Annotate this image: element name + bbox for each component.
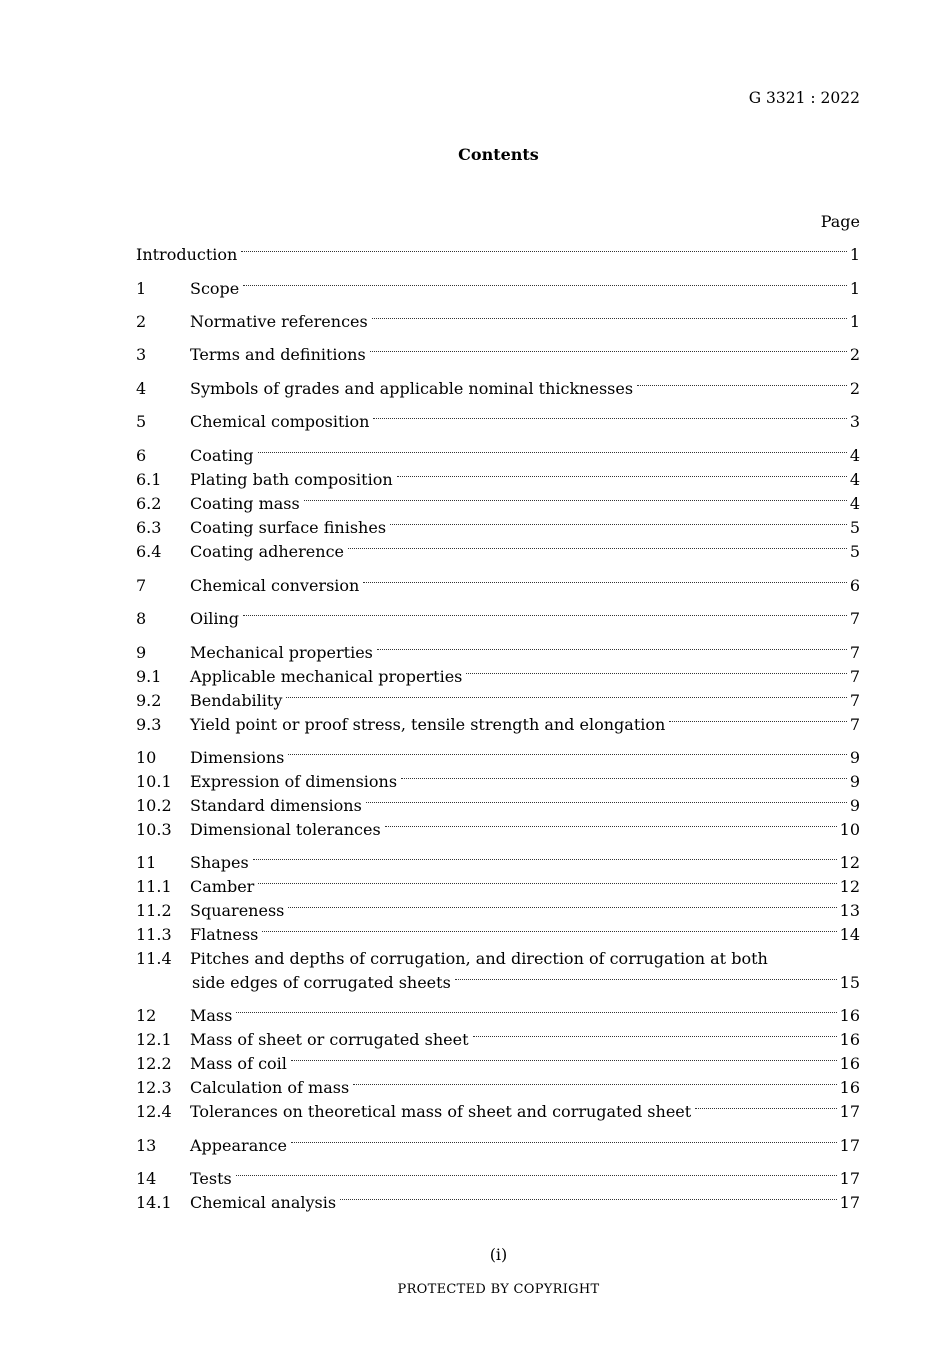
toc-entry-text: Tolerances on theoretical mass of sheet and corrugated sheet bbox=[190, 1102, 692, 1121]
leader-dots bbox=[291, 1141, 837, 1143]
toc-entry-number: 11.1 bbox=[136, 877, 172, 896]
toc-entry-text: Calculation of mass bbox=[190, 1078, 350, 1097]
toc-entry-page: 9 bbox=[849, 796, 860, 815]
leader-dots bbox=[243, 284, 847, 286]
toc-entry-number: 12.1 bbox=[136, 1030, 172, 1049]
toc-entry[interactable] bbox=[136, 851, 860, 875]
toc-entry[interactable] bbox=[136, 1134, 860, 1158]
leader-dots bbox=[262, 930, 836, 932]
toc-entry-number: 11.4 bbox=[136, 949, 172, 968]
toc-entry[interactable] bbox=[136, 875, 860, 899]
toc-entry[interactable] bbox=[136, 923, 860, 947]
toc-entry-text: Flatness bbox=[190, 925, 259, 944]
toc-entry-page: 9 bbox=[849, 748, 860, 767]
toc-entry[interactable] bbox=[136, 1076, 860, 1100]
toc-entry-text: Coating adherence bbox=[190, 542, 344, 561]
toc-entry-number: 14 bbox=[136, 1169, 157, 1188]
toc-entry-page: 12 bbox=[839, 877, 860, 896]
toc-entry-text: Camber bbox=[190, 877, 255, 896]
toc-entry-number: 10.3 bbox=[136, 820, 172, 839]
toc-entry-text: Expression of dimensions bbox=[190, 772, 398, 791]
toc-entry-page: 3 bbox=[849, 412, 860, 431]
toc-entry-text: Coating bbox=[190, 446, 254, 465]
leader-dots bbox=[288, 906, 836, 908]
toc-entry-text: Standard dimensions bbox=[190, 796, 362, 815]
toc-entry-page: 10 bbox=[839, 820, 860, 839]
toc-entry[interactable] bbox=[136, 947, 860, 971]
toc-entry-page: 7 bbox=[849, 643, 860, 662]
toc-entry-page: 16 bbox=[839, 1030, 860, 1049]
toc-entry-page: 7 bbox=[849, 715, 860, 734]
leader-dots bbox=[286, 696, 846, 698]
toc-entry-page: 4 bbox=[849, 494, 860, 513]
toc-entry[interactable] bbox=[136, 794, 860, 818]
toc-entry-text: Introduction bbox=[136, 245, 238, 264]
toc-entry-number: 10.1 bbox=[136, 772, 172, 791]
toc-entry[interactable] bbox=[136, 377, 860, 401]
toc-entry-page: 12 bbox=[839, 853, 860, 872]
toc-entry-number: 11.2 bbox=[136, 901, 172, 920]
leader-dots bbox=[397, 475, 847, 477]
toc-entry[interactable] bbox=[136, 540, 860, 564]
toc-entry-number: 14.1 bbox=[136, 1193, 172, 1212]
toc-entry[interactable] bbox=[136, 410, 860, 434]
leader-dots bbox=[236, 1011, 836, 1013]
toc-entry-text: Plating bath composition bbox=[190, 470, 393, 489]
toc-entry-page: 17 bbox=[839, 1193, 860, 1212]
toc-entry-page: 16 bbox=[839, 1006, 860, 1025]
toc-entry-number: 10 bbox=[136, 748, 157, 767]
leader-dots bbox=[304, 499, 847, 501]
leader-dots bbox=[291, 1059, 837, 1061]
toc-entry-number: 4 bbox=[136, 379, 147, 398]
toc-entry[interactable] bbox=[136, 665, 860, 689]
toc-entry[interactable] bbox=[136, 713, 860, 737]
toc-entry-page: 1 bbox=[849, 245, 860, 264]
toc-entry-text: Squareness bbox=[190, 901, 285, 920]
toc-entry-text: Shapes bbox=[190, 853, 249, 872]
toc-entry-page: 7 bbox=[849, 609, 860, 628]
toc-entry-number: 6.1 bbox=[136, 470, 162, 489]
toc-entry[interactable] bbox=[136, 746, 860, 770]
toc-entry-number: 10.2 bbox=[136, 796, 172, 815]
toc-entry[interactable] bbox=[136, 310, 860, 334]
toc-entry-text: Yield point or proof stress, tensile strength and elongation bbox=[190, 715, 666, 734]
toc-entry-number: 12.2 bbox=[136, 1054, 172, 1073]
toc-entry-text: Dimensional tolerances bbox=[190, 820, 381, 839]
toc-entry[interactable] bbox=[136, 1004, 860, 1028]
leader-dots bbox=[401, 777, 847, 779]
toc-entry-text: Bendability bbox=[190, 691, 283, 710]
toc-entry-text: Mass bbox=[190, 1006, 233, 1025]
toc-entry-text: Applicable mechanical properties bbox=[190, 667, 463, 686]
toc-entry-number: 13 bbox=[136, 1136, 157, 1155]
toc-entry-number: 9.1 bbox=[136, 667, 162, 686]
toc-entry-page: 9 bbox=[849, 772, 860, 791]
toc-entry-page: 13 bbox=[839, 901, 860, 920]
toc-entry-page: 2 bbox=[849, 379, 860, 398]
toc-entry-introduction[interactable] bbox=[136, 243, 860, 267]
toc-entry-number: 6.3 bbox=[136, 518, 162, 537]
toc-entry[interactable] bbox=[136, 818, 860, 842]
toc-entry-text: Tests bbox=[190, 1169, 232, 1188]
toc-entry[interactable] bbox=[136, 689, 860, 713]
toc-entry-number: 11 bbox=[136, 853, 157, 872]
toc-entry-number: 12.4 bbox=[136, 1102, 172, 1121]
toc-entry-text: Scope bbox=[190, 279, 240, 298]
toc-entry-text: Oiling bbox=[190, 609, 240, 628]
page-column-label: Page bbox=[820, 212, 860, 231]
toc-entry-number: 11.3 bbox=[136, 925, 172, 944]
toc-entry[interactable] bbox=[136, 444, 860, 468]
toc-entry[interactable] bbox=[136, 343, 860, 367]
leader-dots bbox=[253, 858, 837, 860]
leader-dots bbox=[466, 672, 846, 674]
leader-dots bbox=[236, 1174, 837, 1176]
toc-entry[interactable] bbox=[136, 899, 860, 923]
toc-entry-page: 1 bbox=[849, 312, 860, 331]
toc-entry-number: 6.2 bbox=[136, 494, 162, 513]
toc-entry[interactable] bbox=[136, 277, 860, 301]
leader-dots bbox=[288, 753, 846, 755]
toc-entry-page: 7 bbox=[849, 667, 860, 686]
leader-dots bbox=[373, 417, 846, 419]
leader-dots bbox=[258, 882, 836, 884]
toc-entry-text: Terms and definitions bbox=[190, 345, 366, 364]
toc-entry-continuation[interactable] bbox=[136, 971, 860, 995]
page-title: Contents bbox=[458, 145, 539, 164]
toc-entry-text: Chemical conversion bbox=[190, 576, 360, 595]
toc-entry-number: 3 bbox=[136, 345, 147, 364]
toc-entry-text: Mass of sheet or corrugated sheet bbox=[190, 1030, 469, 1049]
leader-dots bbox=[473, 1035, 837, 1037]
toc-entry-number: 9.2 bbox=[136, 691, 162, 710]
leader-dots bbox=[377, 648, 847, 650]
copyright-notice: PROTECTED BY COPYRIGHT bbox=[397, 1282, 600, 1297]
toc-entry-page: 17 bbox=[839, 1136, 860, 1155]
toc-entry[interactable] bbox=[136, 1167, 860, 1191]
toc-entry-text: Coating mass bbox=[190, 494, 300, 513]
leader-dots bbox=[258, 451, 847, 453]
leader-dots bbox=[385, 825, 837, 827]
leader-dots bbox=[353, 1083, 836, 1085]
toc-entry-text: Coating surface finishes bbox=[190, 518, 387, 537]
toc-entry-number: 7 bbox=[136, 576, 147, 595]
toc-entry-page: 17 bbox=[839, 1169, 860, 1188]
toc-entry-page: 17 bbox=[839, 1102, 860, 1121]
toc-entry[interactable] bbox=[136, 641, 860, 665]
toc-entry-page: 4 bbox=[849, 446, 860, 465]
toc-entry-text: Mechanical properties bbox=[190, 643, 373, 662]
toc-entry[interactable] bbox=[136, 1191, 860, 1215]
toc-entry-page: 15 bbox=[839, 973, 860, 992]
toc-entry-number: 6.4 bbox=[136, 542, 162, 561]
toc-entry[interactable] bbox=[136, 770, 860, 794]
leader-dots bbox=[363, 581, 846, 583]
toc-entry-number: 9 bbox=[136, 643, 147, 662]
leader-dots bbox=[372, 317, 847, 319]
toc-entry-page: 16 bbox=[839, 1054, 860, 1073]
toc-entry-number: 1 bbox=[136, 279, 147, 298]
toc-entry-number: 12.3 bbox=[136, 1078, 172, 1097]
toc-entry-number: 5 bbox=[136, 412, 147, 431]
toc-entry-page: 16 bbox=[839, 1078, 860, 1097]
leader-dots bbox=[455, 978, 837, 980]
leader-dots bbox=[637, 384, 847, 386]
toc-entry[interactable] bbox=[136, 468, 860, 492]
leader-dots bbox=[695, 1107, 836, 1109]
toc-entry-number: 12 bbox=[136, 1006, 157, 1025]
leader-dots bbox=[243, 614, 847, 616]
toc-entry[interactable] bbox=[136, 607, 860, 631]
toc-entry-text: Chemical analysis bbox=[190, 1193, 337, 1212]
toc-entry-page: 2 bbox=[849, 345, 860, 364]
toc-entry-text: Symbols of grades and applicable nominal thicknesses bbox=[190, 379, 634, 398]
toc-entry[interactable] bbox=[136, 1028, 860, 1052]
toc-entry-number: 9.3 bbox=[136, 715, 162, 734]
leader-dots bbox=[669, 720, 847, 722]
toc-entry[interactable] bbox=[136, 492, 860, 516]
toc-entry-page: 7 bbox=[849, 691, 860, 710]
toc-entry-number: 6 bbox=[136, 446, 147, 465]
leader-dots bbox=[370, 350, 847, 352]
leader-dots bbox=[340, 1198, 837, 1200]
leader-dots bbox=[348, 547, 847, 549]
toc-entry-page: 5 bbox=[849, 518, 860, 537]
toc-entry[interactable] bbox=[136, 1052, 860, 1076]
leader-dots bbox=[366, 801, 847, 803]
toc-entry-number: 2 bbox=[136, 312, 147, 331]
toc-entry[interactable] bbox=[136, 1100, 860, 1124]
toc-entry-page: 4 bbox=[849, 470, 860, 489]
toc-entry-text: side edges of corrugated sheets bbox=[192, 973, 451, 992]
toc-entry-page: 14 bbox=[839, 925, 860, 944]
toc-entry-text: Normative references bbox=[190, 312, 368, 331]
toc-entry-page: 1 bbox=[849, 279, 860, 298]
toc-entry-text: Mass of coil bbox=[190, 1054, 287, 1073]
toc-entry-page: 5 bbox=[849, 542, 860, 561]
toc-entry-number: 8 bbox=[136, 609, 147, 628]
toc-entry[interactable] bbox=[136, 574, 860, 598]
page-number: (i) bbox=[489, 1245, 508, 1264]
leader-dots bbox=[390, 523, 847, 525]
toc-entry-text: Dimensions bbox=[190, 748, 285, 767]
leader-dots bbox=[241, 250, 846, 252]
toc-entry-text: Pitches and depths of corrugation, and direction of corrugation at both bbox=[190, 949, 768, 968]
toc-entry-page: 6 bbox=[849, 576, 860, 595]
toc-entry-text: Chemical composition bbox=[190, 412, 370, 431]
toc-entry-text: Appearance bbox=[190, 1136, 287, 1155]
document-id: G 3321 : 2022 bbox=[748, 89, 860, 107]
toc-entry[interactable] bbox=[136, 516, 860, 540]
